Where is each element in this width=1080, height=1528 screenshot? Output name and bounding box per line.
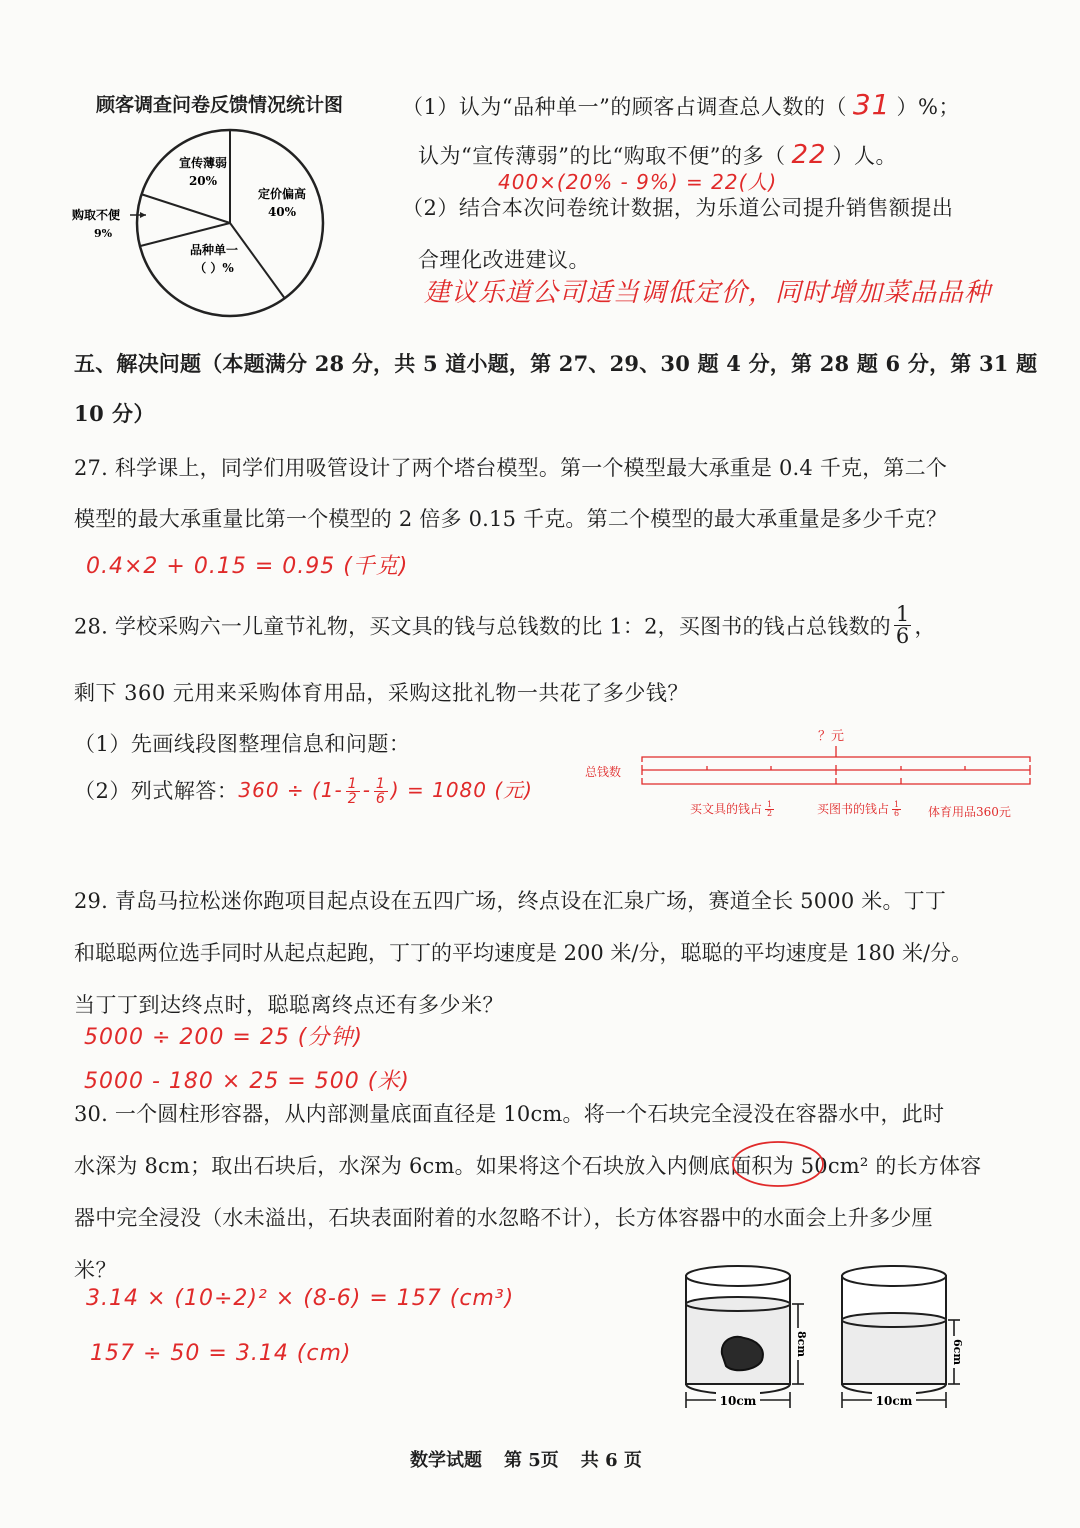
gouqu-pointer-arrow bbox=[140, 212, 146, 218]
diagram-question-label: ？元 bbox=[818, 729, 845, 744]
q28-fraction: $\frac{1}{6}$ bbox=[895, 602, 910, 648]
q30-answer1: 3.14 × (10÷2)² × (8-6) = 157 (cm³) bbox=[86, 1286, 515, 1311]
section-header-line1: 五、解决问题（本题满分 28 分，共 5 道小题，第 27、29、30 题 4 分，第 28 题 6 分，第 31 题 bbox=[74, 351, 1038, 376]
q29-answer2: 5000 - 180 × 25 = 500 (米) bbox=[84, 1069, 410, 1094]
q29-line1: 29. 青岛马拉松迷你跑项目起点设在五四广场，终点设在汇泉广场，赛道全长 5000 米。丁丁 bbox=[74, 889, 947, 913]
slice-pct-xuanchuan: 20% bbox=[188, 174, 218, 188]
q26-work: 400×(20% - 9%) = 22(人) bbox=[498, 170, 778, 194]
q28-part2: （2）列式解答：360 ÷ (1- $\frac{1}{2}$ - $\frac{1}{6}$ ) = 1080 (元) bbox=[74, 776, 533, 807]
q27-line1: 27. 科学课上，同学们用吸管设计了两个塔台模型。第一个模型最大承重是 0.4 千克，第二个 bbox=[74, 456, 948, 480]
slice-pct-gouqu: 9% bbox=[94, 227, 113, 240]
slice-pct-pinzhong: （ ）% bbox=[194, 261, 234, 275]
q29-line3: 当丁丁到达终点时，聪聪离终点还有多少米？ bbox=[74, 993, 504, 1017]
q30-answer2: 157 ÷ 50 = 3.14 (cm) bbox=[90, 1341, 352, 1366]
q26-answer-22: 22 bbox=[791, 140, 827, 170]
slice-label-gouqu: 购取不便 bbox=[72, 208, 121, 222]
cylinder-without-stone bbox=[842, 1266, 946, 1394]
slice-label-pinzhong: 品种单一 bbox=[189, 243, 239, 257]
q28-part1: （1）先画线段图整理信息和问题： bbox=[74, 732, 411, 756]
pie-chart bbox=[60, 118, 350, 330]
q26-part1-line1: （1）认为“品种单一”的顾客占调查总人数的（ 31 ）%； bbox=[402, 88, 960, 121]
diagram-seg-stationery: 买文具的钱占 $\frac{1}{2}$ bbox=[690, 800, 773, 818]
handwritten-circle-mark bbox=[728, 1136, 828, 1192]
q26-suggestion: 建议乐道公司适当调低定价，同时增加菜品品种 bbox=[424, 278, 992, 308]
q28-answer: 360 ÷ (1- $\frac{1}{2}$ - $\frac{1}{6}$ ) = 1080 (元) bbox=[238, 776, 533, 807]
slice-label-dingjia: 定价偏高 bbox=[257, 187, 307, 201]
q30-line1: 30. 一个圆柱形容器，从内部测量底面直径是 10cm。将一个石块完全浸没在容器水中，此时 bbox=[74, 1102, 945, 1126]
q26-part2-line2: 合理化改进建议。 bbox=[418, 248, 590, 272]
slice-label-xuanchuan: 宣传薄弱 bbox=[178, 156, 228, 170]
diagram-seg-sports: 体育用品360元 bbox=[928, 805, 1011, 819]
q30-line3: 器中完全浸没（水未溢出，石块表面附着的水忽略不计），长方体容器中的水面会上升多少厘 bbox=[74, 1206, 933, 1230]
line-segment-diagram bbox=[640, 740, 1032, 798]
slice-pct-dingjia: 40% bbox=[267, 205, 297, 219]
q30-line4: 米？ bbox=[74, 1258, 117, 1282]
dim-h2: 6cm bbox=[951, 1339, 964, 1365]
diagram-total-label: 总钱数 bbox=[585, 765, 622, 779]
cylinder-with-stone bbox=[686, 1266, 790, 1394]
q28-line1: 28. 学校采购六一儿童节礼物，买文具的钱与总钱数的比 1：2，买图书的钱占总钱数的 $\frac{1}{6}$ ， bbox=[74, 602, 936, 648]
pie-chart-title: 顾客调查问卷反馈情况统计图 bbox=[96, 94, 344, 116]
q29-line2: 和聪聪两位选手同时从起点起跑，丁丁的平均速度是 200 米/分，聪聪的平均速度是 180 米/分。 bbox=[74, 941, 973, 965]
q30-line2: 水深为 8cm；取出石块后，水深为 6cm。如果将这个石块放入内侧底面积为 50cm² 的长方体容 bbox=[74, 1154, 982, 1178]
q26-part1-line2: 认为“宣传薄弱”的比“购取不便”的多（ 22 ）人。 bbox=[418, 140, 898, 170]
pie-divider-1 bbox=[230, 223, 285, 298]
dim-h1: 8cm bbox=[795, 1331, 808, 1357]
q26-part2-line1: （2）结合本次问卷统计数据，为乐道公司提升销售额提出 bbox=[402, 196, 954, 220]
diagram-brace-top bbox=[642, 757, 1030, 762]
dim-d1: 10cm bbox=[719, 1394, 757, 1408]
q28-line2: 剩下 360 元用来采购体育用品，采购这批礼物一共花了多少钱？ bbox=[74, 681, 689, 705]
q27-answer: 0.4×2 + 0.15 = 0.95 (千克) bbox=[86, 554, 409, 579]
page-footer: 数学试题 第 5页 共 6 页 bbox=[410, 1450, 642, 1471]
q29-answer1: 5000 ÷ 200 = 25 (分钟) bbox=[84, 1025, 363, 1050]
q27-line2: 模型的最大承重量比第一个模型的 2 倍多 0.15 千克。第二个模型的最大承重量是多少千克？ bbox=[74, 507, 948, 531]
diagram-seg-books: 买图书的钱占 $\frac{1}{6}$ bbox=[817, 800, 900, 818]
q26-answer-31: 31 bbox=[852, 88, 891, 121]
section-header-line2: 10 分） bbox=[74, 401, 156, 426]
dim-d2: 10cm bbox=[875, 1394, 913, 1408]
pie-divider-3 bbox=[142, 194, 230, 223]
cylinder-figures bbox=[672, 1262, 972, 1422]
